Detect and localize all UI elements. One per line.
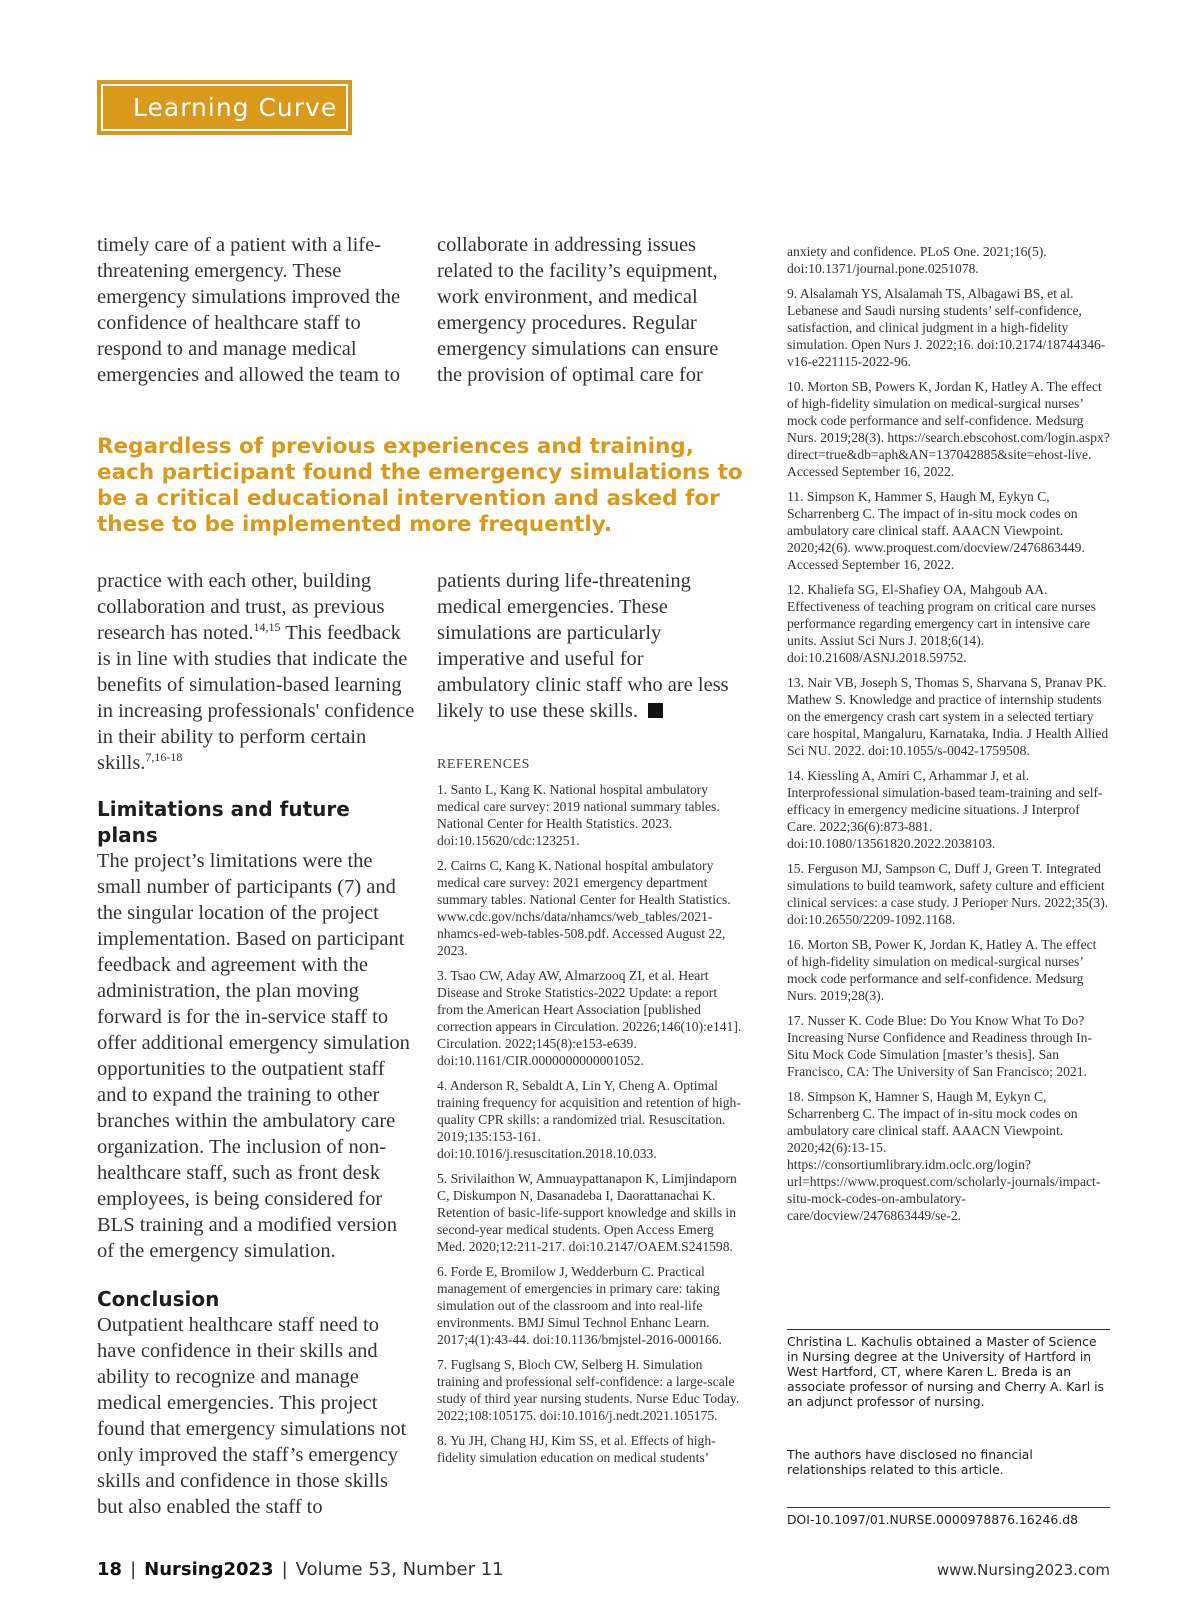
conclusion-heading: Conclusion: [97, 1287, 220, 1311]
reference-item: 9. Alsalamah YS, Alsalamah TS, Albagawi BS, et al. Lebanese and Saudi nursing students’ self-confidence, satisfaction, and clinical judgment in a high-fidelity simulation. Open Nurs J. 2022;16. doi:10.2174/18744346-v16-e221115-2022-96.: [787, 286, 1106, 369]
reference-item: anxiety and confidence. PLoS One. 2021;16(5). doi:10.1371/journal.pone.0251078.: [787, 244, 1047, 276]
reference-item: 6. Forde E, Bromilow J, Wedderburn C. Practical management of emergencies in primary care: taking simulation out of the classroom and into real-life environments. BMJ Simul Technol Enhanc Learn. 2017;4(1):43-44. doi:10.1136/bmjstel-2016-000166.: [437, 1264, 722, 1347]
journal-website[interactable]: www.Nursing2023.com: [936, 1561, 1110, 1579]
paragraph: patients during life-threatening medical emergencies. These simulations are particularly imperative and useful for ambulatory clinic staff who are less likely to use these skills.: [437, 570, 729, 722]
reference-item: 18. Simpson K, Hamner S, Haugh M, Eykyn C, Scharrenberg C. The impact of in-situ mock codes on ambulatory care clinical staff. AAACN Viewpoint. 2020;42(6):13-15. https://consortiumlibrary.idm.oclc.org/login?url=https://www.proquest.com/scholarly-journals/impact-situ-mock-codes-on-ambulatory-care/docview/2476863449/se-2.: [787, 1089, 1101, 1223]
citation: 7,16-18: [145, 750, 183, 765]
reference-item: 16. Morton SB, Power K, Jordan K, Hatley A. The effect of high-fidelity simulation on medical-surgical nurses’ mock code performance and self-confidence. Medsurg Nurs. 2019;28(3).: [787, 937, 1097, 1003]
conclusion-text: Outpatient healthcare staff need to have confidence in their skills and ability to recognize and manage medical emergencies. This project found that emergency simulations not only improved the staff’s emergency skills and confidence in those skills but also enabled the staff to: [97, 1314, 407, 1518]
reference-item: 12. Khaliefa SG, El-Shafiey OA, Mahgoub AA. Effectiveness of teaching program on critical care nurses performance regarding emergency cart in intensive care units. Assiut Sci Nurs J. 2018;6(14). doi:10.21608/ASNJ.2018.59752.: [787, 582, 1096, 665]
reference-item: 2. Cairns C, Kang K. National hospital ambulatory medical care survey: 2021 emergency department summary tables. National Center for Health Statistics. www.cdc.gov/nchs/data/nhamcs/web_tables/2021-nhamcs-ed-web-tables-508.pdf. Accessed August 22, 2023.: [437, 858, 731, 958]
reference-item: 13. Nair VB, Joseph S, Thomas S, Sharvana S, Pranav PK. Mathew S. Knowledge and practice of internship students on the emergency crash cart system in a selected tertiary care hospital, Mangaluru, Karnataka, India. J Health Allied Sci NU. 2022. doi:10.1055/s-0042-1759508.: [787, 675, 1109, 758]
col1-lower: [97, 568, 417, 1520]
section-tag: [97, 80, 352, 135]
footer-separator: |: [130, 1559, 137, 1580]
reference-item: 7. Fuglsang S, Bloch CW, Selberg H. Simulation training and professional self-confidence: a large-scale study of third year nursing students. Nurse Educ Today. 2022;108:105175. doi:10.1016/j.nedt.2021.105175.: [437, 1357, 740, 1423]
author-bio: Christina L. Kachulis obtained a Master of Science in Nursing degree at the University of Hartford in West Hartford, CT, where Karen L. Breda is an associate professor of nursing and Cherry A. Karl is an adjunct professor of nursing.: [787, 1329, 1110, 1409]
reference-item: 8. Yu JH, Chang HJ, Kim SS, et al. Effects of high-fidelity simulation education on medical students’: [437, 1433, 716, 1465]
limitations-text: The project’s limitations were the small number of participants (7) and the singular location of the project implementation. Based on participant feedback and agreement with the administration, the plan moving forward is for the in-service staff to offer additional emergency simulation opportunities to the outpatient staff and to expand the training to other branches within the ambulatory care organization. The inclusion of non-healthcare staff, such as front desk employees, is being considered for BLS training and a modified version of the emergency simulation.: [97, 850, 410, 1262]
author-bio-block: [787, 1329, 1110, 1409]
pull-quote: Regardless of previous experiences and training, each participant found the emergency simulations to be a critical educational intervention and asked for these to be implemented more frequently.: [97, 434, 743, 537]
page-number: 18: [97, 1559, 123, 1580]
paragraph: collaborate in addressing issues related to the facility’s equipment, work environment, and medical emergency procedures. Regular emergency simulations can ensure the provision of optimal care for: [437, 234, 719, 386]
references-list: [437, 781, 742, 1466]
reference-item: 1. Santo L, Kang K. National hospital ambulatory medical care survey: 2019 national summary tables. National Center for Health Statistics. 2023. doi:10.15620/cdc:123251.: [437, 782, 720, 848]
footer-separator: |: [281, 1559, 288, 1580]
doi: DOI-10.1097/01.NURSE.0000978876.16246.d8: [787, 1507, 1110, 1527]
col2-top-text: [437, 232, 742, 388]
end-of-article-mark: [648, 703, 663, 718]
reference-item: 4. Anderson R, Sebaldt A, Lin Y, Cheng A. Optimal training frequency for acquisition and retention of high-quality CPR skills: a randomized trial. Resuscitation. 2019;135:153-161. doi:10.1016/j.resuscitation.2018.10.033.: [437, 1078, 741, 1161]
reference-item: 10. Morton SB, Powers K, Jordan K, Hatley A. The effect of high-fidelity simulation on medical-surgical nurses’ mock code performance and self-confidence. Medsurg Nurs. 2019;28(3). https://search.ebscohost.com/login.aspx?direct=true&db=aph&AN=137042885&site=ehost-live. Accessed September 16, 2022.: [787, 379, 1110, 479]
reference-item: 5. Srivilaithon W, Amnuaypattanapon K, Limjindaporn C, Diskumpon N, Dasanadeba I, Daorattanachai K. Retention of basic-life-support knowledge and skills in second-year medical students. Open Access Emerg Med. 2020;12:211-217. doi:10.2147/OAEM.S241598.: [437, 1171, 737, 1254]
col2-lower: [437, 568, 742, 1474]
references-col3: [787, 243, 1110, 1232]
paragraph: timely care of a patient with a life-threatening emergency. These emergency simulations improved the confidence of healthcare staff to respond to and manage medical emergencies and allowed the team to: [97, 234, 401, 386]
references-list-continued: [787, 243, 1110, 1224]
reference-item: 15. Ferguson MJ, Sampson C, Duff J, Green T. Integrated simulations to build teamwork, safety culture and efficient clinical services: a case study. J Perioper Nurs. 2022;35(3). doi:10.26550/2209-1092.1168.: [787, 861, 1109, 927]
volume-info: Volume 53, Number 11: [295, 1559, 504, 1580]
limitations-heading: Limitations and future plans: [97, 797, 350, 847]
col1-top-text: [97, 232, 417, 388]
doi-block: [787, 1507, 1110, 1527]
citation: 14,15: [253, 620, 281, 635]
reference-item: 14. Kiessling A, Amiri C, Arhammar J, et al. Interprofessional simulation-based team-training and self-efficacy in emergency medicine situations. J Interprof Care. 2022;36(6):873-881. doi:10.1080/13561820.2022.2038103.: [787, 768, 1103, 851]
disclosure: The authors have disclosed no financial relationships related to this article.: [787, 1447, 1033, 1477]
reference-item: 3. Tsao CW, Aday AW, Almarzooq ZI, et al. Heart Disease and Stroke Statistics-2022 Update: a report from the American Heart Association [published correction appears in Circulation. 20226;146(10):e141]. Circulation. 2022;145(8):e153-e639. doi:10.1161/CIR.0000000000001052.: [437, 968, 742, 1068]
reference-item: 17. Nusser K. Code Blue: Do You Know What To Do? Increasing Nurse Confidence and Readiness through In-Situ Mock Code Simulation [master’s thesis]. San Francisco, CA: The University of San Francisco; 2021.: [787, 1013, 1093, 1079]
references-heading: REFERENCES: [437, 757, 530, 772]
paragraph: practice with each other, building collaboration and trust, as previous research has noted.$^{14,15}$ This feedback is in line with studies that indicate the benefits of simulation-based learning in increasing professionals' confidence in their ability to perform certain skills.$^{7,16-18}$: [97, 570, 415, 774]
journal-name: Nursing2023: [144, 1559, 274, 1580]
page-footer: [97, 1559, 1110, 1583]
reference-item: 11. Simpson K, Hammer S, Haugh M, Eykyn C, Scharrenberg C. The impact of in-situ mock codes on ambulatory care clinical staff. AAACN Viewpoint. 2020;42(6). www.proquest.com/docview/2476863449. Accessed September 16, 2022.: [787, 489, 1085, 572]
section-tag-label: Learning Curve: [133, 93, 338, 122]
